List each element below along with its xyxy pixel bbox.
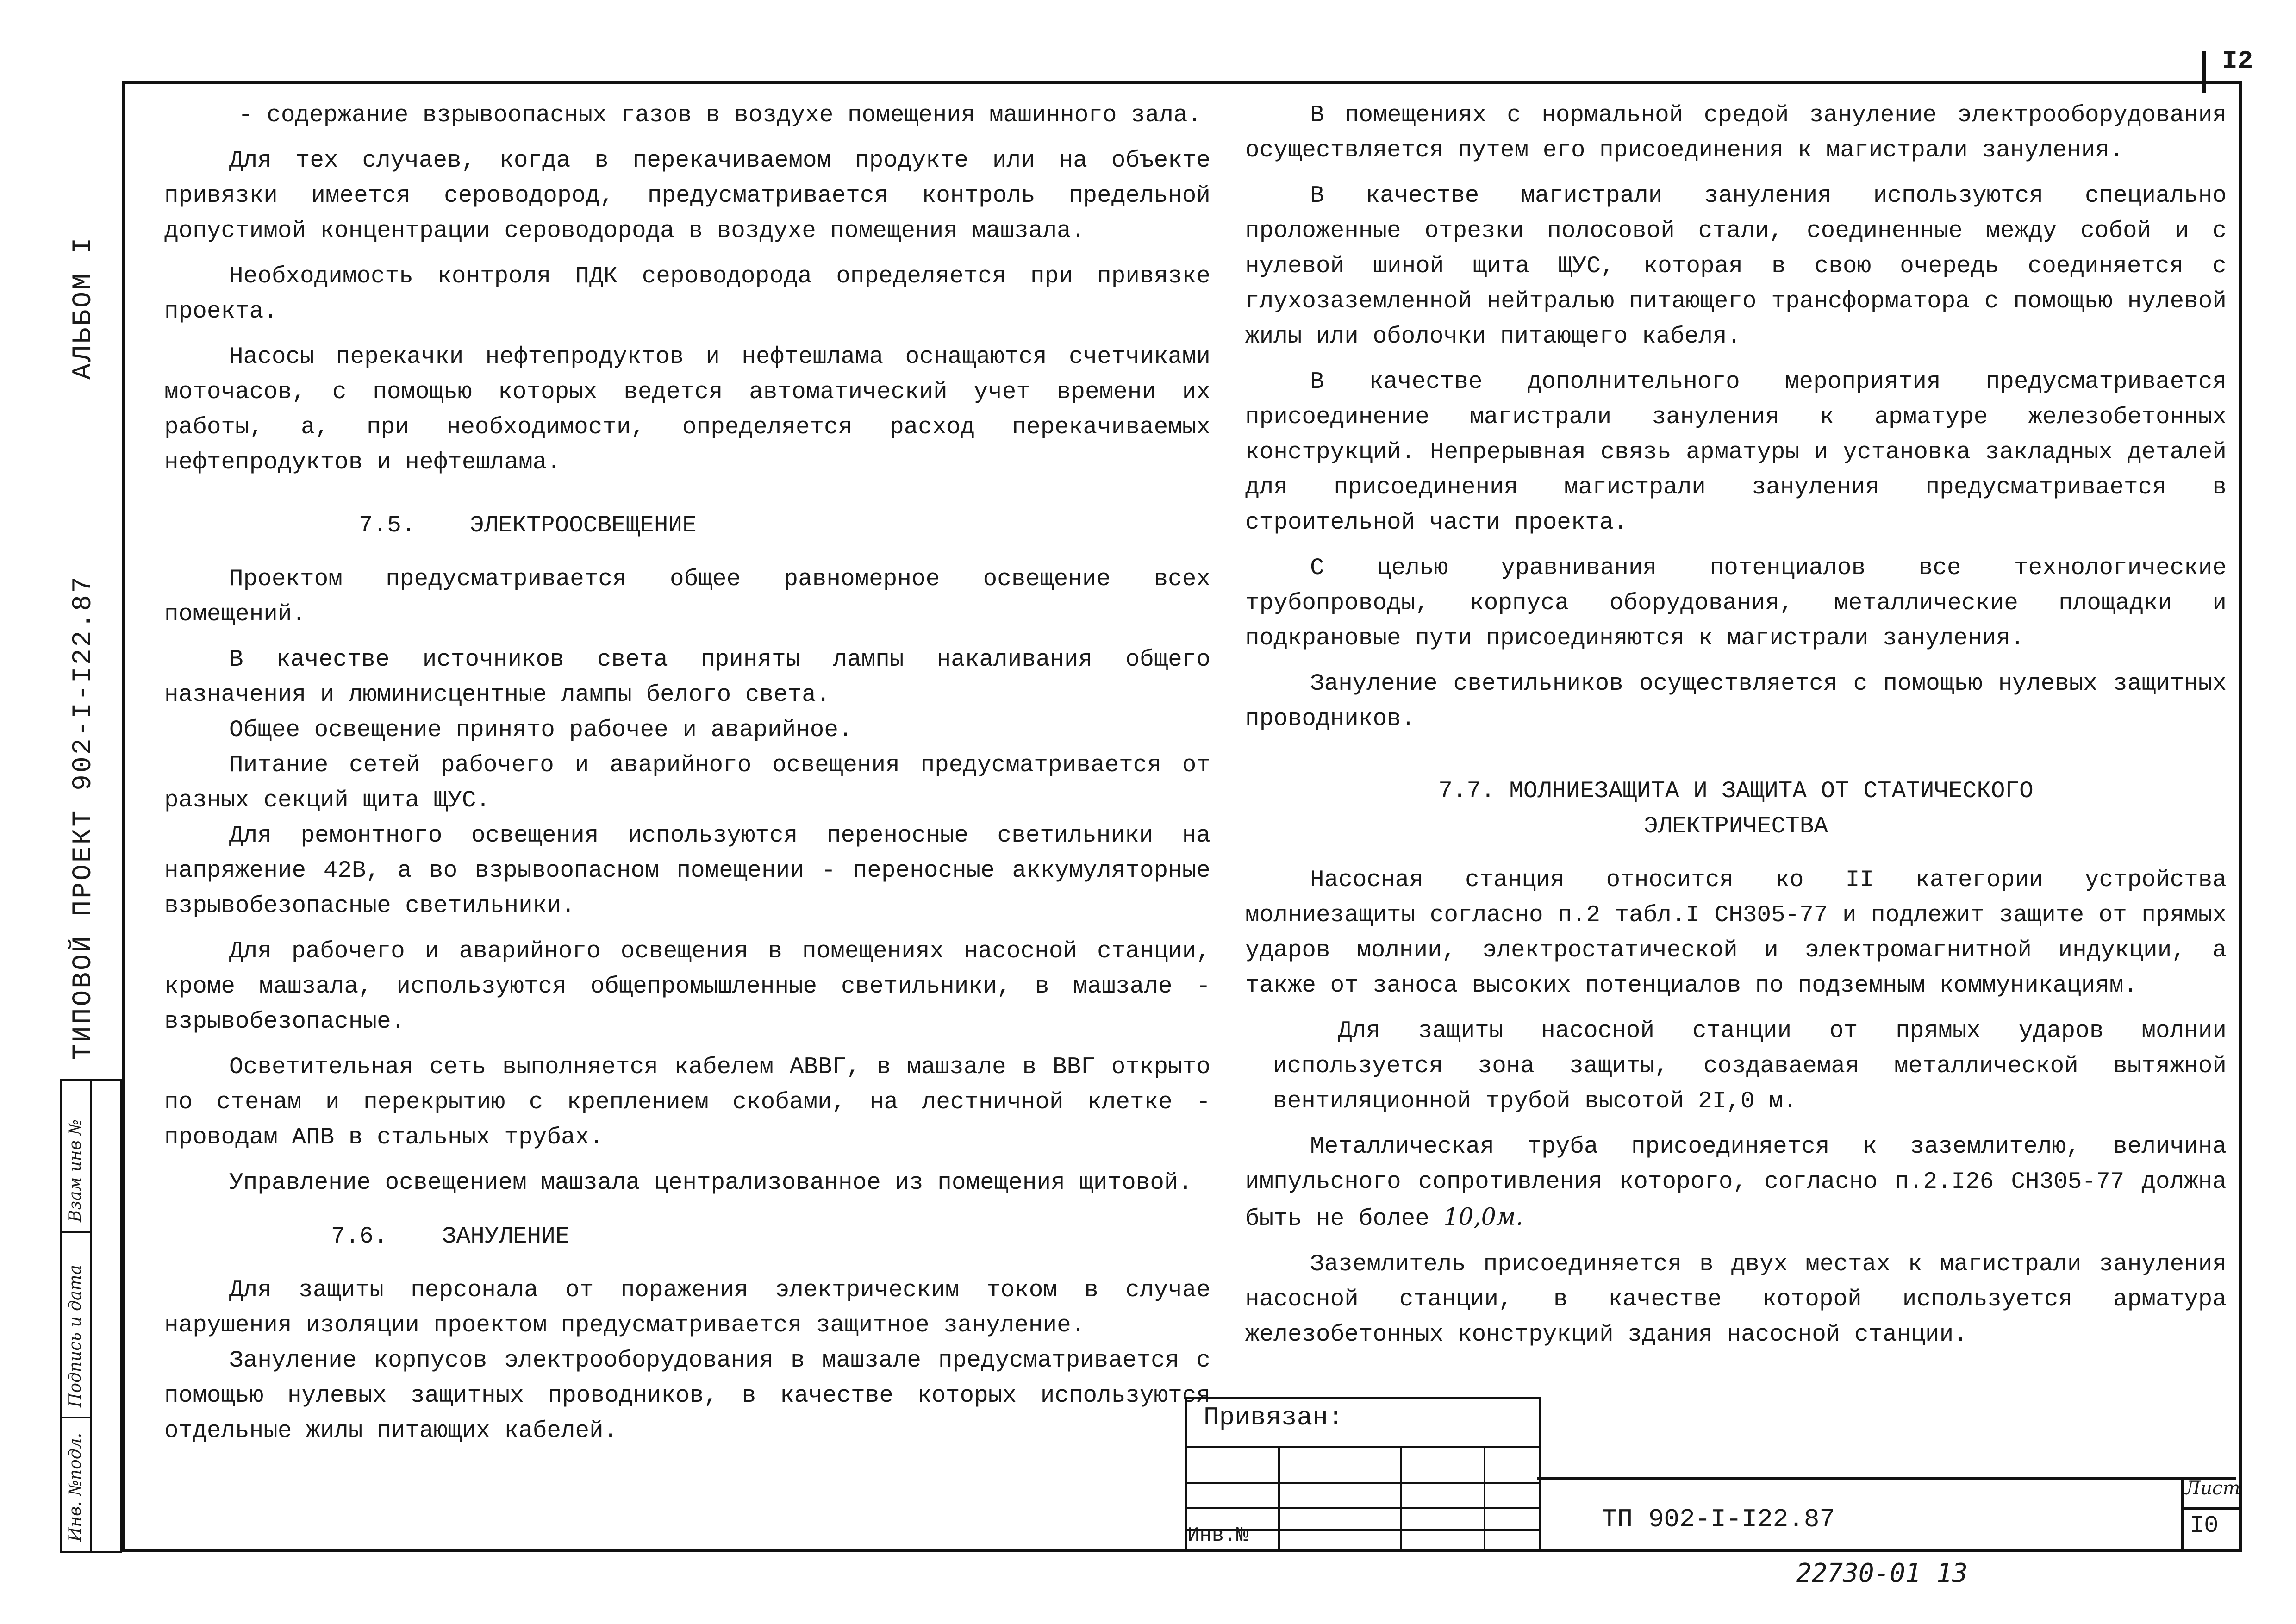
- stamp-vline-1: [1278, 1446, 1280, 1551]
- strip-sep-1: [60, 1231, 90, 1233]
- side-vzam-inv: Взам инв №: [66, 1119, 85, 1222]
- heading-7-5-number: 7.5.: [359, 512, 416, 539]
- side-project-label: ТИПОВОЙ ПРОЕКТ 902-I-I22.87: [69, 575, 99, 1060]
- stamp-vline-3: [1484, 1446, 1485, 1551]
- stamp-vline-2: [1400, 1446, 1402, 1551]
- left-p1: - содержание взрывоопасных газов в воздухе помещения машинного зала.: [238, 102, 1202, 129]
- heading-7-5: [164, 508, 1210, 543]
- left-p4: Насосы перекачки нефтепродуктов и нефтешлама оснащаются счетчиками моточасов, с помощью которых ведется автоматический учет времени их работы, а, при необходимости, определяется расход перекачиваемых нефтепродуктов и нефтешлама.: [164, 344, 1210, 476]
- right-p8-text: Металлическая труба присоединяется к заземлителю, величина импульсного сопротивления которого, согласно п.2.I26 СН305-77 должна быть не более: [1245, 1134, 2227, 1232]
- left-p12: Управление освещением машзала централизованное из помещения щитовой.: [229, 1170, 1193, 1196]
- right-p2: В качестве магистрали зануления используются специально проложенные отрезки полосовой стали, соединенные между собой и с нулевой шиной щита ЩУС, которая в свою очередь соединяется с глухозаземленной нейтралью питающего трансформатора с помощью нулевой жилы или оболочки питающего кабеля.: [1245, 183, 2227, 350]
- left-p2: Для тех случаев, когда в перекачиваемом продукте или на объекте привязки имеется сероводород, предусматривается контроль предельной допустимой концентрации сероводорода в воздухе помещения машзала.: [164, 148, 1210, 244]
- page-number: I2: [2222, 46, 2253, 76]
- stamp-hline-1: [1187, 1446, 1539, 1448]
- title-block-code: ТП 902-I-I22.87: [1602, 1505, 1835, 1534]
- right-p8-handwritten-value: 10,0м.: [1443, 1204, 1523, 1231]
- stamp-hline-3: [1187, 1507, 1539, 1509]
- frame-bottom-line: [122, 1549, 2239, 1552]
- side-album-label: АЛЬБОМ I: [69, 236, 99, 380]
- left-p13: Для защиты персонала от поражения электрическим током в случае нарушения изоляции проектом предусматривается защитное зануление.: [164, 1277, 1210, 1339]
- right-p1: В помещениях с нормальной средой зануление электрооборудования осуществляется путем его присоединения к магистрали зануления.: [1245, 102, 2227, 164]
- sheet-number: I0: [2190, 1512, 2219, 1539]
- heading-7-7-line2: ЭЛЕКТРИЧЕСТВА: [1644, 813, 1828, 840]
- heading-7-6: [164, 1219, 1210, 1255]
- right-p7: Для защиты насосной станции от прямых ударов молнии используется зона защиты, создаваемая металлической вытяжной вентиляционной трубой высотой 2I,0 м.: [1273, 1018, 2227, 1115]
- left-p14: Зануление корпусов электрооборудования в машзале предусматривается с помощью нулевых защитных проводников, в качестве которых используются отдельные жилы питающих кабелей.: [164, 1348, 1210, 1444]
- stamp-privyazan-label: Привязан:: [1204, 1403, 1344, 1432]
- right-p8: [1245, 1130, 2227, 1237]
- heading-7-6-title: ЗАНУЛЕНИЕ: [442, 1224, 570, 1250]
- left-p7: Общее освещение принято рабочее и аварийное.: [229, 717, 853, 743]
- right-p4: С целью уравнивания потенциалов все технологические трубопроводы, корпуса оборудования, металлические площадки и подкрановые пути присоединяются к магистрали зануления.: [1245, 555, 2227, 652]
- left-p3: Необходимость контроля ПДК сероводорода определяется при привязке проекта.: [164, 263, 1210, 325]
- side-inv-podl: Инв. №подл.: [66, 1432, 85, 1542]
- left-p10: Для рабочего и аварийного освещения в помещениях насосной станции, кроме машзала, используются общепромышленные светильники, в машзале - взрывобезопасные.: [164, 938, 1210, 1035]
- heading-7-7-line1: 7.7. МОЛНИЕЗАЩИТА И ЗАЩИТА ОТ СТАТИЧЕСКОГО: [1438, 778, 2034, 805]
- right-p3: В качестве дополнительного мероприятия предусматривается присоединение магистрали зануления к арматуре железобетонных конструкций. Непрерывная связь арматуры и установка закладных деталей для присоединения магистрали зануления предусматривается в строительной части проекта.: [1245, 369, 2227, 536]
- title-block-line: [1537, 1477, 2236, 1480]
- left-column: [164, 98, 1210, 1459]
- heading-7-6-number: 7.6.: [331, 1224, 388, 1250]
- right-p6: Насосная станция относится ко II категории устройства молниезащиты согласно п.2 табл.I СН305-77 и подлежит защите от прямых ударов молнии, электростатической и электромагнитной индукции, а также от заноса высоких потенциалов по подземным коммуникациям.: [1245, 867, 2227, 999]
- right-column: [1245, 98, 2227, 1363]
- right-p5: Зануление светильников осуществляется с помощью нулевых защитных проводников.: [1245, 671, 2227, 732]
- sheet-box-divider: [2184, 1507, 2239, 1510]
- heading-7-7: [1245, 774, 2227, 844]
- left-p9: Для ремонтного освещения используются переносные светильники на напряжение 42В, а во взрывоопасном помещении - переносные аккумуляторные взрывобезопасные светильники.: [164, 823, 1210, 919]
- right-p9: Заземлитель присоединяется в двух местах к магистрали зануления насосной станции, в качестве которой используется арматура железобетонных конструкций здания насосной станции.: [1245, 1251, 2227, 1348]
- bottom-archive-code: 22730-01 13: [1796, 1558, 1968, 1588]
- sheet-label: Лист: [2185, 1478, 2240, 1499]
- left-p8: Питание сетей рабочего и аварийного освещения предусматривается от разных секций щита ЩУС.: [164, 752, 1210, 814]
- strip-divider: [90, 1081, 92, 1551]
- left-p5: Проектом предусматривается общее равномерное освещение всех помещений.: [164, 566, 1210, 628]
- left-p6: В качестве источников света приняты лампы накаливания общего назначения и люминисцентные лампы белого света.: [164, 647, 1210, 708]
- side-podpis-data: Подпись и дата: [66, 1265, 85, 1407]
- heading-7-5-title: ЭЛЕКТРООСВЕЩЕНИЕ: [470, 512, 697, 539]
- stamp-inv-label: Инв.№: [1187, 1524, 1249, 1547]
- stamp-hline-2: [1187, 1482, 1539, 1484]
- strip-sep-2: [60, 1417, 90, 1418]
- left-p11: Осветительная сеть выполняется кабелем АВВГ, в машзале в ВВГ открыто по стенам и перекрытию с креплением скобами, на лестничной клетке - проводам АПВ в стальных трубах.: [164, 1054, 1210, 1151]
